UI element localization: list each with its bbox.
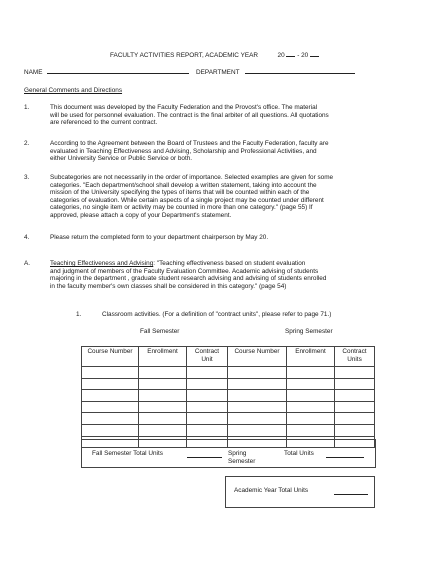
table-cell[interactable] bbox=[139, 413, 187, 425]
table-row bbox=[82, 401, 375, 413]
spring-semester-label: Spring Semester bbox=[285, 328, 333, 335]
table-cell[interactable] bbox=[139, 424, 187, 436]
table-cell[interactable] bbox=[228, 424, 287, 436]
name-label: NAME bbox=[24, 69, 43, 76]
department-label: DEPARTMENT bbox=[196, 69, 240, 76]
table-cell[interactable] bbox=[287, 390, 335, 402]
year-separator: - 20 bbox=[297, 52, 309, 59]
academic-year-total-label: Academic Year Total Units bbox=[234, 487, 309, 494]
table-cell[interactable] bbox=[228, 413, 287, 425]
classroom-number: 1. bbox=[76, 311, 82, 318]
table-cell[interactable] bbox=[335, 401, 375, 413]
table-cell[interactable] bbox=[228, 378, 287, 390]
general-item-text: According to the Agreement between the Board of Trustees and the Faculty Federation, faculty are evaluated in Teaching Effectiveness and Advising, Scholarship and Professional Activities, and either University Service or Public Service or both. bbox=[50, 140, 329, 163]
general-heading: General Comments and Directions bbox=[24, 87, 123, 94]
section-a-text-first: : "Teaching effectiveness based on student evaluation bbox=[153, 260, 306, 267]
column-header: Enrollment bbox=[139, 347, 187, 367]
table-cell[interactable] bbox=[187, 401, 228, 413]
department-field[interactable] bbox=[245, 73, 355, 74]
table-cell[interactable] bbox=[228, 367, 287, 379]
table-cell[interactable] bbox=[82, 390, 139, 402]
table-header-row bbox=[82, 347, 375, 367]
report-title: FACULTY ACTIVITIES REPORT, ACADEMIC YEAR bbox=[110, 52, 258, 59]
table-cell[interactable] bbox=[228, 390, 287, 402]
academic-year-total-field[interactable] bbox=[334, 487, 368, 495]
spring-semester-total-label: Spring Semester bbox=[228, 450, 256, 465]
table-row bbox=[82, 424, 375, 436]
year-prefix: 20 bbox=[277, 52, 285, 59]
table-cell[interactable] bbox=[287, 424, 335, 436]
column-header: Course Number bbox=[82, 347, 139, 367]
table-cell[interactable] bbox=[287, 378, 335, 390]
table-cell[interactable] bbox=[82, 413, 139, 425]
year-end-field[interactable] bbox=[310, 56, 319, 57]
column-header: Enrollment bbox=[287, 347, 335, 367]
table-cell[interactable] bbox=[228, 401, 287, 413]
table-cell[interactable] bbox=[287, 367, 335, 379]
table-cell[interactable] bbox=[335, 390, 375, 402]
year-start-field[interactable] bbox=[286, 56, 295, 57]
column-header: Contract Units bbox=[335, 347, 375, 367]
identity-line bbox=[24, 69, 355, 77]
table-cell[interactable] bbox=[187, 413, 228, 425]
table-cell[interactable] bbox=[187, 390, 228, 402]
general-item-text: Subcategories are not necessarily in the order of importance. Selected examples are given for some categories. "Each department/school shall develop a written statement, taking into account the mission of the University specifying the types of items that will be counted within each of the categories of evaluation. While certain aspects of a single project may be counted under different categories, no single item or activity may be counted in more than one category." (page 55) If approved, please attach a copy of your Department's statement. bbox=[50, 174, 334, 219]
table-row bbox=[82, 390, 375, 402]
section-a-title: Teaching Effectiveness and Advising bbox=[50, 260, 154, 267]
fall-total-label: Fall Semester Total Units bbox=[92, 450, 163, 457]
table-cell[interactable] bbox=[335, 378, 375, 390]
table-cell[interactable] bbox=[335, 424, 375, 436]
table-cell[interactable] bbox=[335, 413, 375, 425]
general-item-number: 3. bbox=[24, 174, 30, 181]
table-cell[interactable] bbox=[287, 413, 335, 425]
fall-total-field[interactable] bbox=[187, 450, 222, 458]
general-item-number: 4. bbox=[24, 234, 30, 241]
table-row bbox=[82, 413, 375, 425]
general-item-number: 1. bbox=[24, 104, 30, 111]
general-item-text: This document was developed by the Faculty Federation and the Provost's office. The material will be used for personnel evaluation. The contract is the final arbiter of all questions. All quotations are referenced to the current contract. bbox=[50, 104, 329, 127]
table-cell[interactable] bbox=[82, 367, 139, 379]
section-a-first-line bbox=[50, 260, 305, 268]
table-cell[interactable] bbox=[335, 367, 375, 379]
column-header: Contract Unit bbox=[187, 347, 228, 367]
classroom-text: Classroom activities. (For a definition of "contract units", please refer to page 71.) bbox=[102, 311, 332, 318]
general-item-number: 2. bbox=[24, 140, 30, 147]
section-a-text: and judgment of members of the Faculty Evaluation Committee. Academic advising of students majoring in the department , graduate student research advising and advising of students enrolled in the faculty member's own classes shall be considered in this category." (page 54) bbox=[50, 267, 327, 290]
table-cell[interactable] bbox=[82, 424, 139, 436]
name-field[interactable] bbox=[47, 73, 189, 74]
table-row bbox=[82, 367, 375, 379]
table-cell[interactable] bbox=[287, 401, 335, 413]
spring-total-label: Total Units bbox=[284, 450, 314, 457]
table-row bbox=[82, 378, 375, 390]
column-header: Course Number bbox=[228, 347, 287, 367]
section-a-letter: A. bbox=[24, 260, 31, 267]
table-cell[interactable] bbox=[82, 378, 139, 390]
table-cell[interactable] bbox=[139, 401, 187, 413]
table-cell[interactable] bbox=[139, 378, 187, 390]
table-cell[interactable] bbox=[139, 367, 187, 379]
table-cell[interactable] bbox=[139, 390, 187, 402]
general-item-text: Please return the completed form to your department chairperson by May 20. bbox=[50, 234, 269, 241]
report-title-line bbox=[110, 52, 319, 60]
table-cell[interactable] bbox=[82, 401, 139, 413]
fall-semester-label: Fall Semester bbox=[140, 328, 180, 335]
table-cell[interactable] bbox=[187, 424, 228, 436]
classroom-activities-table bbox=[81, 346, 375, 448]
table-cell[interactable] bbox=[187, 378, 228, 390]
table-cell[interactable] bbox=[187, 367, 228, 379]
spring-total-field[interactable] bbox=[326, 450, 364, 458]
